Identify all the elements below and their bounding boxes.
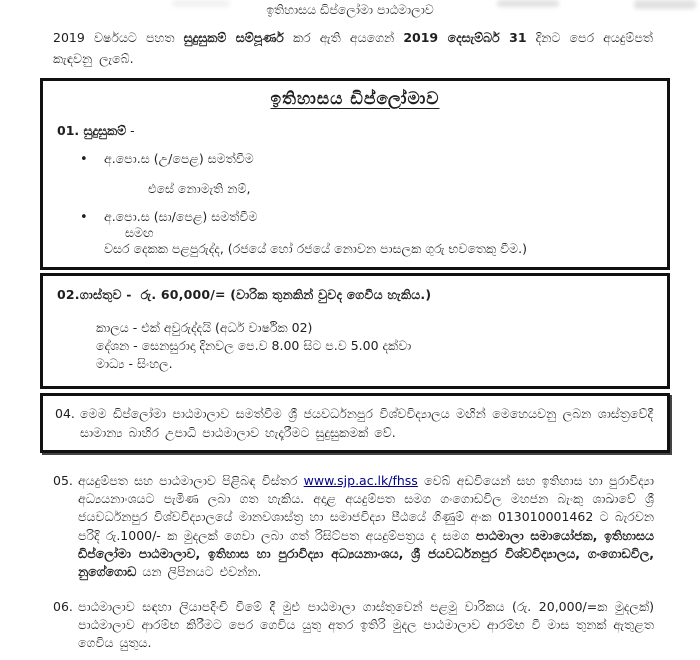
item-number: 04. — [55, 406, 75, 421]
item-05-text — [78, 472, 654, 581]
qualification-al: අ.පො.ස (උ/පෙළ) සමත්වීම — [104, 151, 254, 166]
qualification-item — [80, 151, 254, 167]
degree-eligibility-box — [40, 393, 670, 453]
experience-text: වසර දෙකක පළපුරුද්ද, (රජයේ හෝ රජයේ නොවන පාසලක ගුරු භවතෙකු වීම.) — [104, 241, 527, 256]
intro-bold-deadline: 2019 දෙසැම්බර් 31 — [403, 30, 527, 45]
intro-paragraph — [53, 27, 653, 69]
intro-text: 2019 වර්ෂයට පහත — [53, 30, 184, 45]
page-running-title: ඉතිහාසය ඩිප්ලෝමා පාඨමාලාව — [266, 2, 434, 17]
medium-line: මාධ්‍ය - සිංහල. — [96, 356, 173, 371]
website-link[interactable]: www.sjp.ac.lk/fhss — [303, 473, 418, 488]
intro-bold-qualifications: සුදුසුකම් සම්පූර්ණ — [183, 30, 284, 45]
item-number: 06. — [53, 599, 73, 614]
item-06-text: පාඨමාලාව සඳහා ලියාපදිංචි වීමේ දී මුළු පාඨමාලා ගාස්තුවෙන් පළමු වාරිකය (රු. 20,000/=ක මුදලක්) පාඨමාලාව ආරම්භ කිරීමට පෙර ගෙවිය යුතු අතර ඉතිරි මුදල පාඨමාලාව ආරම්භ වී මාස තුනක් ඇතුළත ගෙවිය යුතුය. — [78, 599, 654, 651]
application-info-text: යන ලිපිනයට එවන්න. — [136, 564, 262, 580]
item-05 — [53, 472, 654, 581]
intro-text: කර ඇති අයගෙන් — [283, 30, 404, 45]
qualifications-heading: 01. සුදුසුකම් - — [57, 123, 135, 138]
application-info-text: අයදුම්පත සහ පාඨමාලාව පිළිබඳ විස්තර — [78, 473, 304, 488]
duration-line: කාලය - එක් අවුරුද්දයි (අර්ධ වාර්ෂික 02) — [96, 320, 313, 335]
qualifications-box — [40, 78, 670, 270]
intro-text: දිනට පෙර අයදුම්පත් කැඳවනු ලැබේ. — [53, 30, 653, 66]
item-number: 05. — [53, 473, 73, 488]
item-04-text: මෙම ඩිප්ලෝමා පාඨමාලාව සමත්වීම ශ්‍රී ජයවර්ධනපුර විශ්වවිද්‍යාලය මඟින් මෙහෙයවනු ලබන ශාස්ත්‍රවේදී සාමාන්‍ය බාහිර උපාධි පාඨමාලාව හැදෑරීමට සුදුසුකමක් වේ. — [80, 406, 653, 440]
item-06 — [53, 598, 654, 653]
fee-value: රු. 60,000/= (වාරික තුනකින් වුවද ගෙවීය හැකිය.) — [140, 287, 432, 302]
with-text: සමඟ — [125, 225, 154, 240]
fees-box — [40, 273, 670, 389]
otherwise-text: එසේ නොමැති නම්, — [148, 181, 251, 196]
application-info-text: වෙබ් අඩවියෙන් සහ ඉතිහාස හා පුරාවිද්‍යා අධ්‍යයනාංශයට පැමිණ ලබා ගත හැකිය. අදාළ අයදුම්පත සමග ගංගොඩවිල මහජන බැංකු ශාඛාවේ ශ්‍රී ජයවර්ධනපුර විශ්වවිද්‍යාලයේ මානවශාස්ත්‍ර හා සමාජවිද්‍යා පීඨයේ ගිණුම් අංක 013010001462 ට බැරවන පරිදි රු.1000/- ක මුදලක් ගෙවා ලබා ගත් රිසිට්පත අයදුම්පත්‍රය ද සමග — [78, 473, 655, 543]
qualification-ol: අ.පො.ස (සා/පෙළ) සමත්වීම — [104, 209, 258, 224]
fee-label: 02.ගාස්තුව - — [57, 287, 132, 302]
diploma-title: ඉතිහාසය ඩිප්ලෝමාව — [270, 89, 440, 109]
postal-address-bold: පාඨමාලා සමායෝජක, ඉතිහාසය ඩිප්ලෝමා පාඨමාලාව, ඉතිහාස හා පුරාවිද්‍යා අධ්‍යයනාංශය, ශ්‍රී ජයවර්ධනපුර විශ්වවිද්‍යාලය, ගංගොඩවිල, නුගේගොඩ — [78, 527, 655, 580]
item-04 — [55, 404, 653, 442]
bullet-icon: • — [80, 210, 88, 225]
lectures-line: දේශන - සෙනසුරාදා දිනවල පෙ.ව 8.00 සිට ප.ව 5.00 දක්වා — [96, 338, 412, 353]
fee-line — [57, 287, 431, 303]
qualification-item — [80, 209, 257, 225]
bullet-icon: • — [80, 152, 88, 167]
